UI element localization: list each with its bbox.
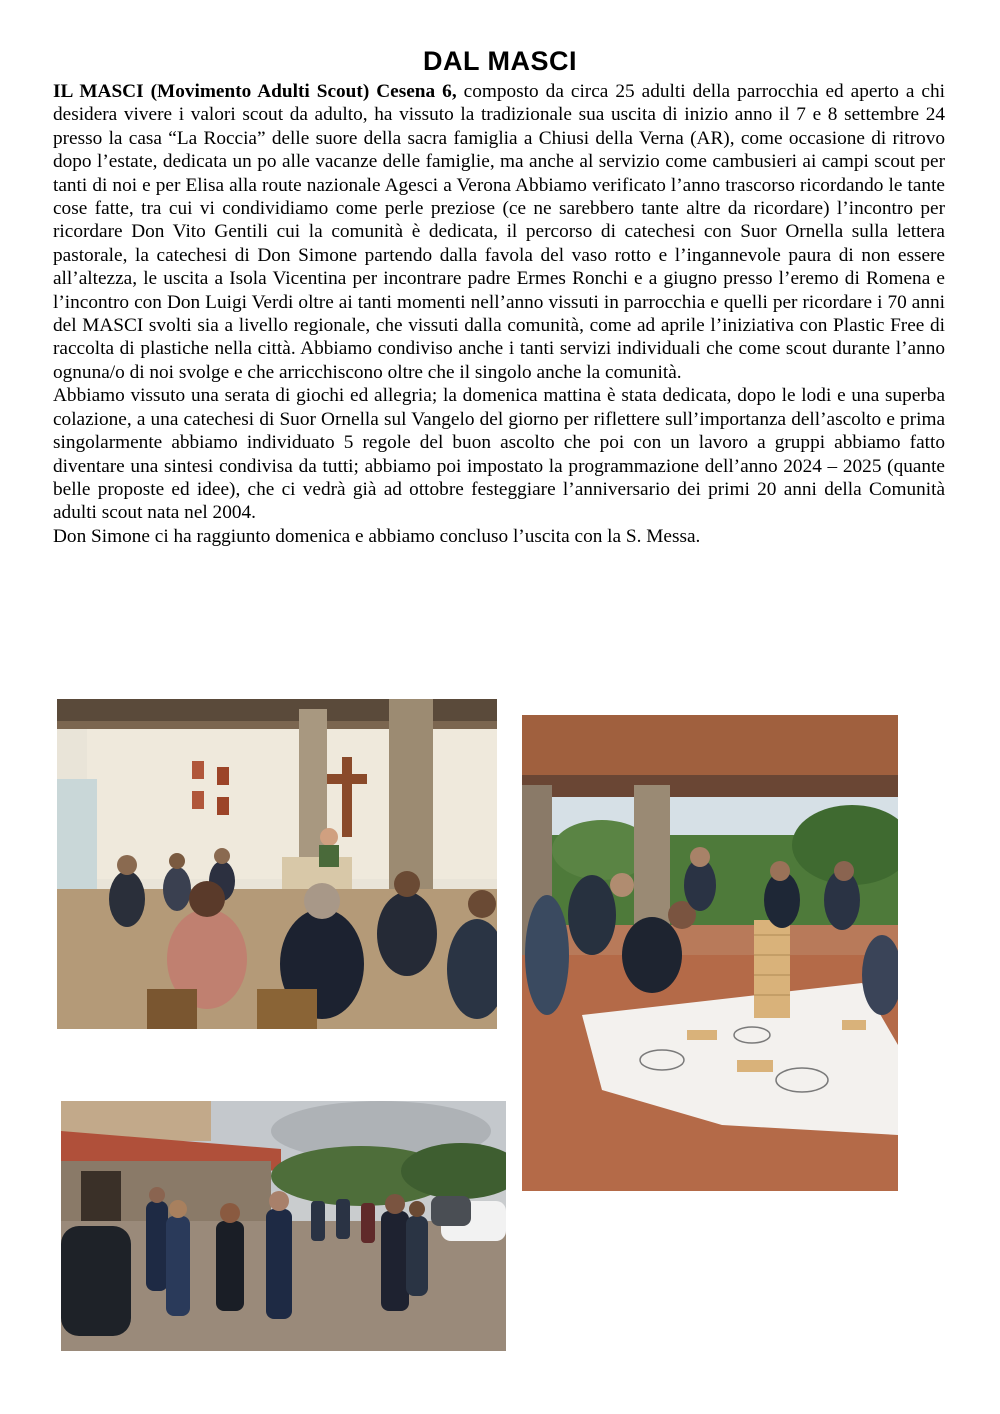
courtyard-circle-photo: [61, 1101, 506, 1351]
chapel-mass-photo: [57, 699, 497, 1029]
lead-text: IL MASCI (Movimento Adulti Scout) Cesena 6,: [53, 81, 457, 102]
paragraph-1-text: composto da circa 25 adulti della parrocchia ed aperto a chi desidera vivere i valori scout da adulto, ha vissuto la tradizionale sua uscita di inizio anno il 7 e 8 settembre 24 presso la casa “La Roccia” delle suore della sacra famiglia a Chiusi della Verna (AR), come occasione di ritrovo dopo l’estate, dedicata un po alle vacanze delle famiglie, ma anche al servizio come cambusieri ai campi scout per tanti di noi e per Elisa alla route nazionale Agesci a Verona Abbiamo verificato l’anno trascorso ricordando le tante cose fatte, tra cui vi condividiamo come perle preziose (ce ne sarebbero tante altre da ricordare) l’incontro per ricordare Don Vito Gentili cui la comunità è dedicata, il percorso di catechesi con Suor Ornella sulla lettera pastorale, la catechesi di Don Simone partendo dalla favola del vaso rotto e l’ingannevole paura di non essere all’altezza, le uscita a Isola Vicentina per incontrare padre Ermes Ronchi e a giugno presso l’eremo di Romena e l’incontro con Don Luigi Verdi oltre ai tanti momenti nell’anno vissuti in parrocchia e quelli per ricordare i 70 anni del MASCI svolti sia a livello regionale, che vissuti dalla comunità, come ad aprile l’iniziativa con Plastic Free di raccolta di plastiche nella città. Abbiamo condiviso anche i tanti servizi individuali che come scout durante l’anno ognuna/o di noi svolge e che arricchiscono oltre che il singolo anche la comunità.: [53, 81, 945, 383]
paragraph-1: [53, 80, 945, 384]
paragraph-2: Abbiamo vissuto una serata di giochi ed allegria; la domenica mattina è stata dedicata, dopo le lodi e una superba colazione, a una catechesi di Suor Ornella sul Vangelo del giorno per riflettere sull’importanza dell’ascolto e prima singolarmente abbiamo individuato 5 regole del buon ascolto che poi con un lavoro a gruppi abbiamo fatto diventare una sintesi condivisa da tutti; abbiamo poi impostato la programmazione dell’anno 2024 – 2025 (quante belle proposte ed idee), che ci vedrà già ad ottobre festeggiare l’anniversario dei primi 20 anni della Comunità adulti scout nata nel 2004.: [53, 385, 945, 524]
paragraph-3: Don Simone ci ha raggiunto domenica e abbiamo concluso l’uscita con la S. Messa.: [53, 525, 701, 547]
article-body: [53, 80, 945, 548]
outdoor-tower-game-photo: [522, 715, 898, 1191]
page-title: DAL MASCI: [422, 46, 577, 76]
